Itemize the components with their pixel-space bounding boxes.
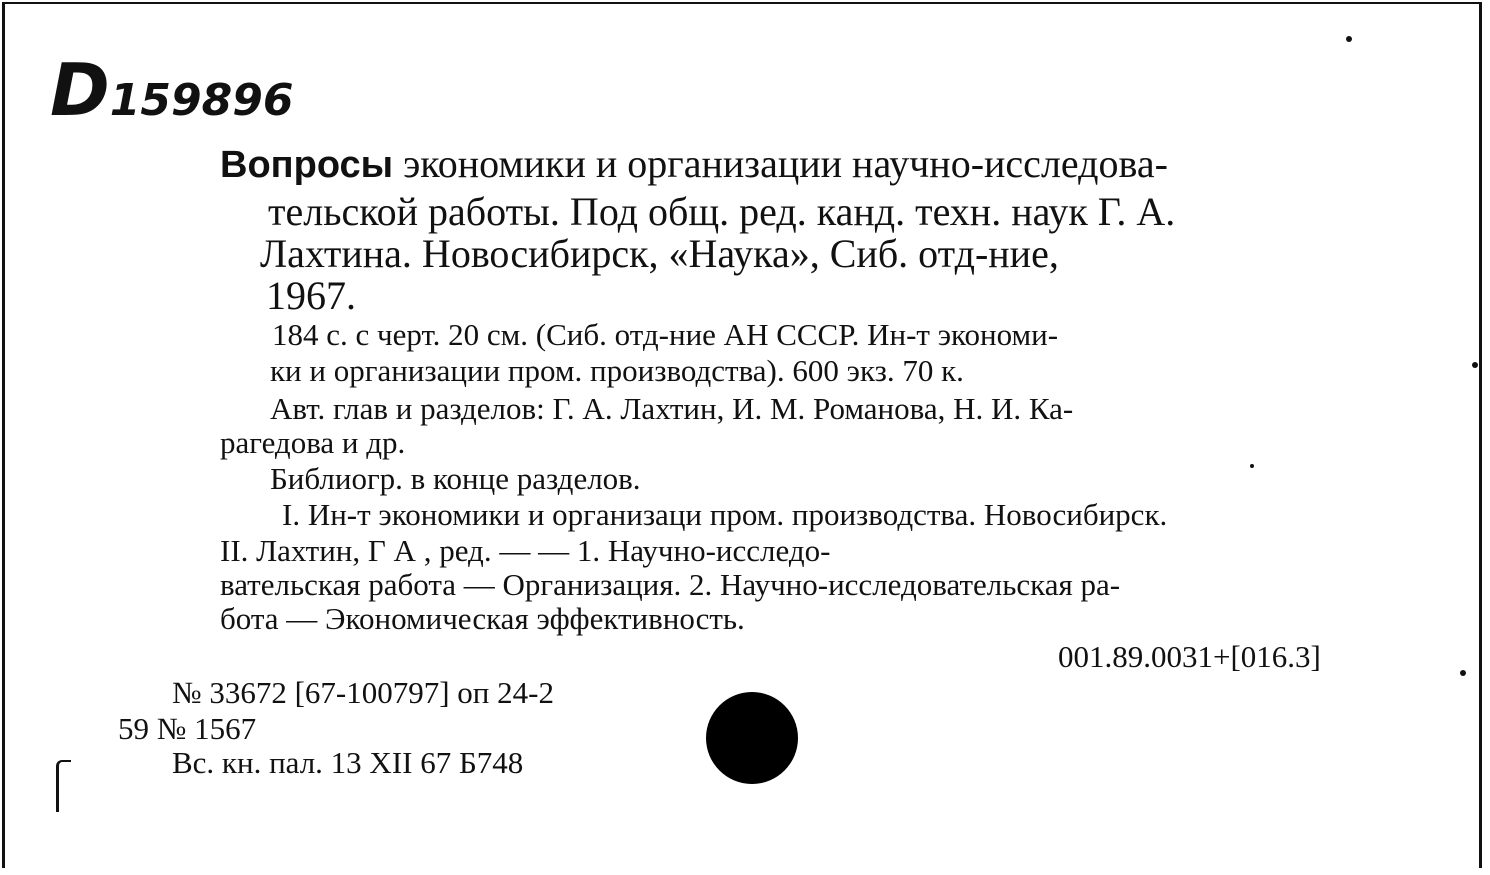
authors-line-1: Авт. глав и разделов: Г. А. Лахтин, И. М. Романова, Н. И. Ка- xyxy=(270,391,1074,426)
desc-line-2: ки и организации пром. производства). 600 экз. 70 к. xyxy=(270,353,964,388)
tracing-line-1: I. Ин-т экономики и организаци пром. производства. Новосибирск. xyxy=(282,497,1168,532)
bracket-mark xyxy=(56,760,71,812)
speck-mark xyxy=(1250,464,1254,468)
call-number-prefix: D xyxy=(50,48,110,132)
speck-mark xyxy=(1472,362,1478,368)
tracing-line-3: вательская работа — Организация. 2. Научно-исследовательская ра- xyxy=(220,567,1121,602)
title-line-2: тельской работы. Под общ. ред. канд. техн. наук Г. А. xyxy=(268,189,1176,234)
authors-line-2: рагедова и др. xyxy=(220,425,406,460)
desc-line-1: 184 с. с черт. 20 см. (Сиб. отд-ние АН СССР. Ин-т экономи- xyxy=(272,317,1059,352)
classification-index: 001.89.0031+[016.3] xyxy=(1058,639,1321,674)
title-bold: Вопросы xyxy=(220,144,394,186)
tracing-line-4: бота — Экономическая эффективность. xyxy=(220,601,745,636)
card-number-line: 59 № 1567 xyxy=(118,711,257,746)
registration-line: Вс. кн. пал. 13 XII 67 Б748 xyxy=(172,745,524,780)
title-line-1 xyxy=(220,140,1168,189)
call-number xyxy=(50,48,293,132)
speck-mark xyxy=(1346,36,1352,42)
bibliography-note: Библиогр. в конце разделов. xyxy=(270,461,641,496)
speck-mark xyxy=(1460,670,1466,676)
title-line-3: Лахтина. Новосибирск, «Наука», Сиб. отд-ние, xyxy=(260,231,1059,276)
order-number-line: № 33672 [67-100797] оп 24-2 xyxy=(172,675,554,710)
title-line-4: 1967. xyxy=(266,273,356,318)
tracing-line-2: II. Лахтин, Г А , ред. — — 1. Научно-исследо- xyxy=(220,533,831,568)
title-line-1-rest: экономики и организации научно-исследова- xyxy=(403,141,1168,186)
punch-hole xyxy=(706,692,798,784)
call-number-digits: 159896 xyxy=(109,75,294,126)
